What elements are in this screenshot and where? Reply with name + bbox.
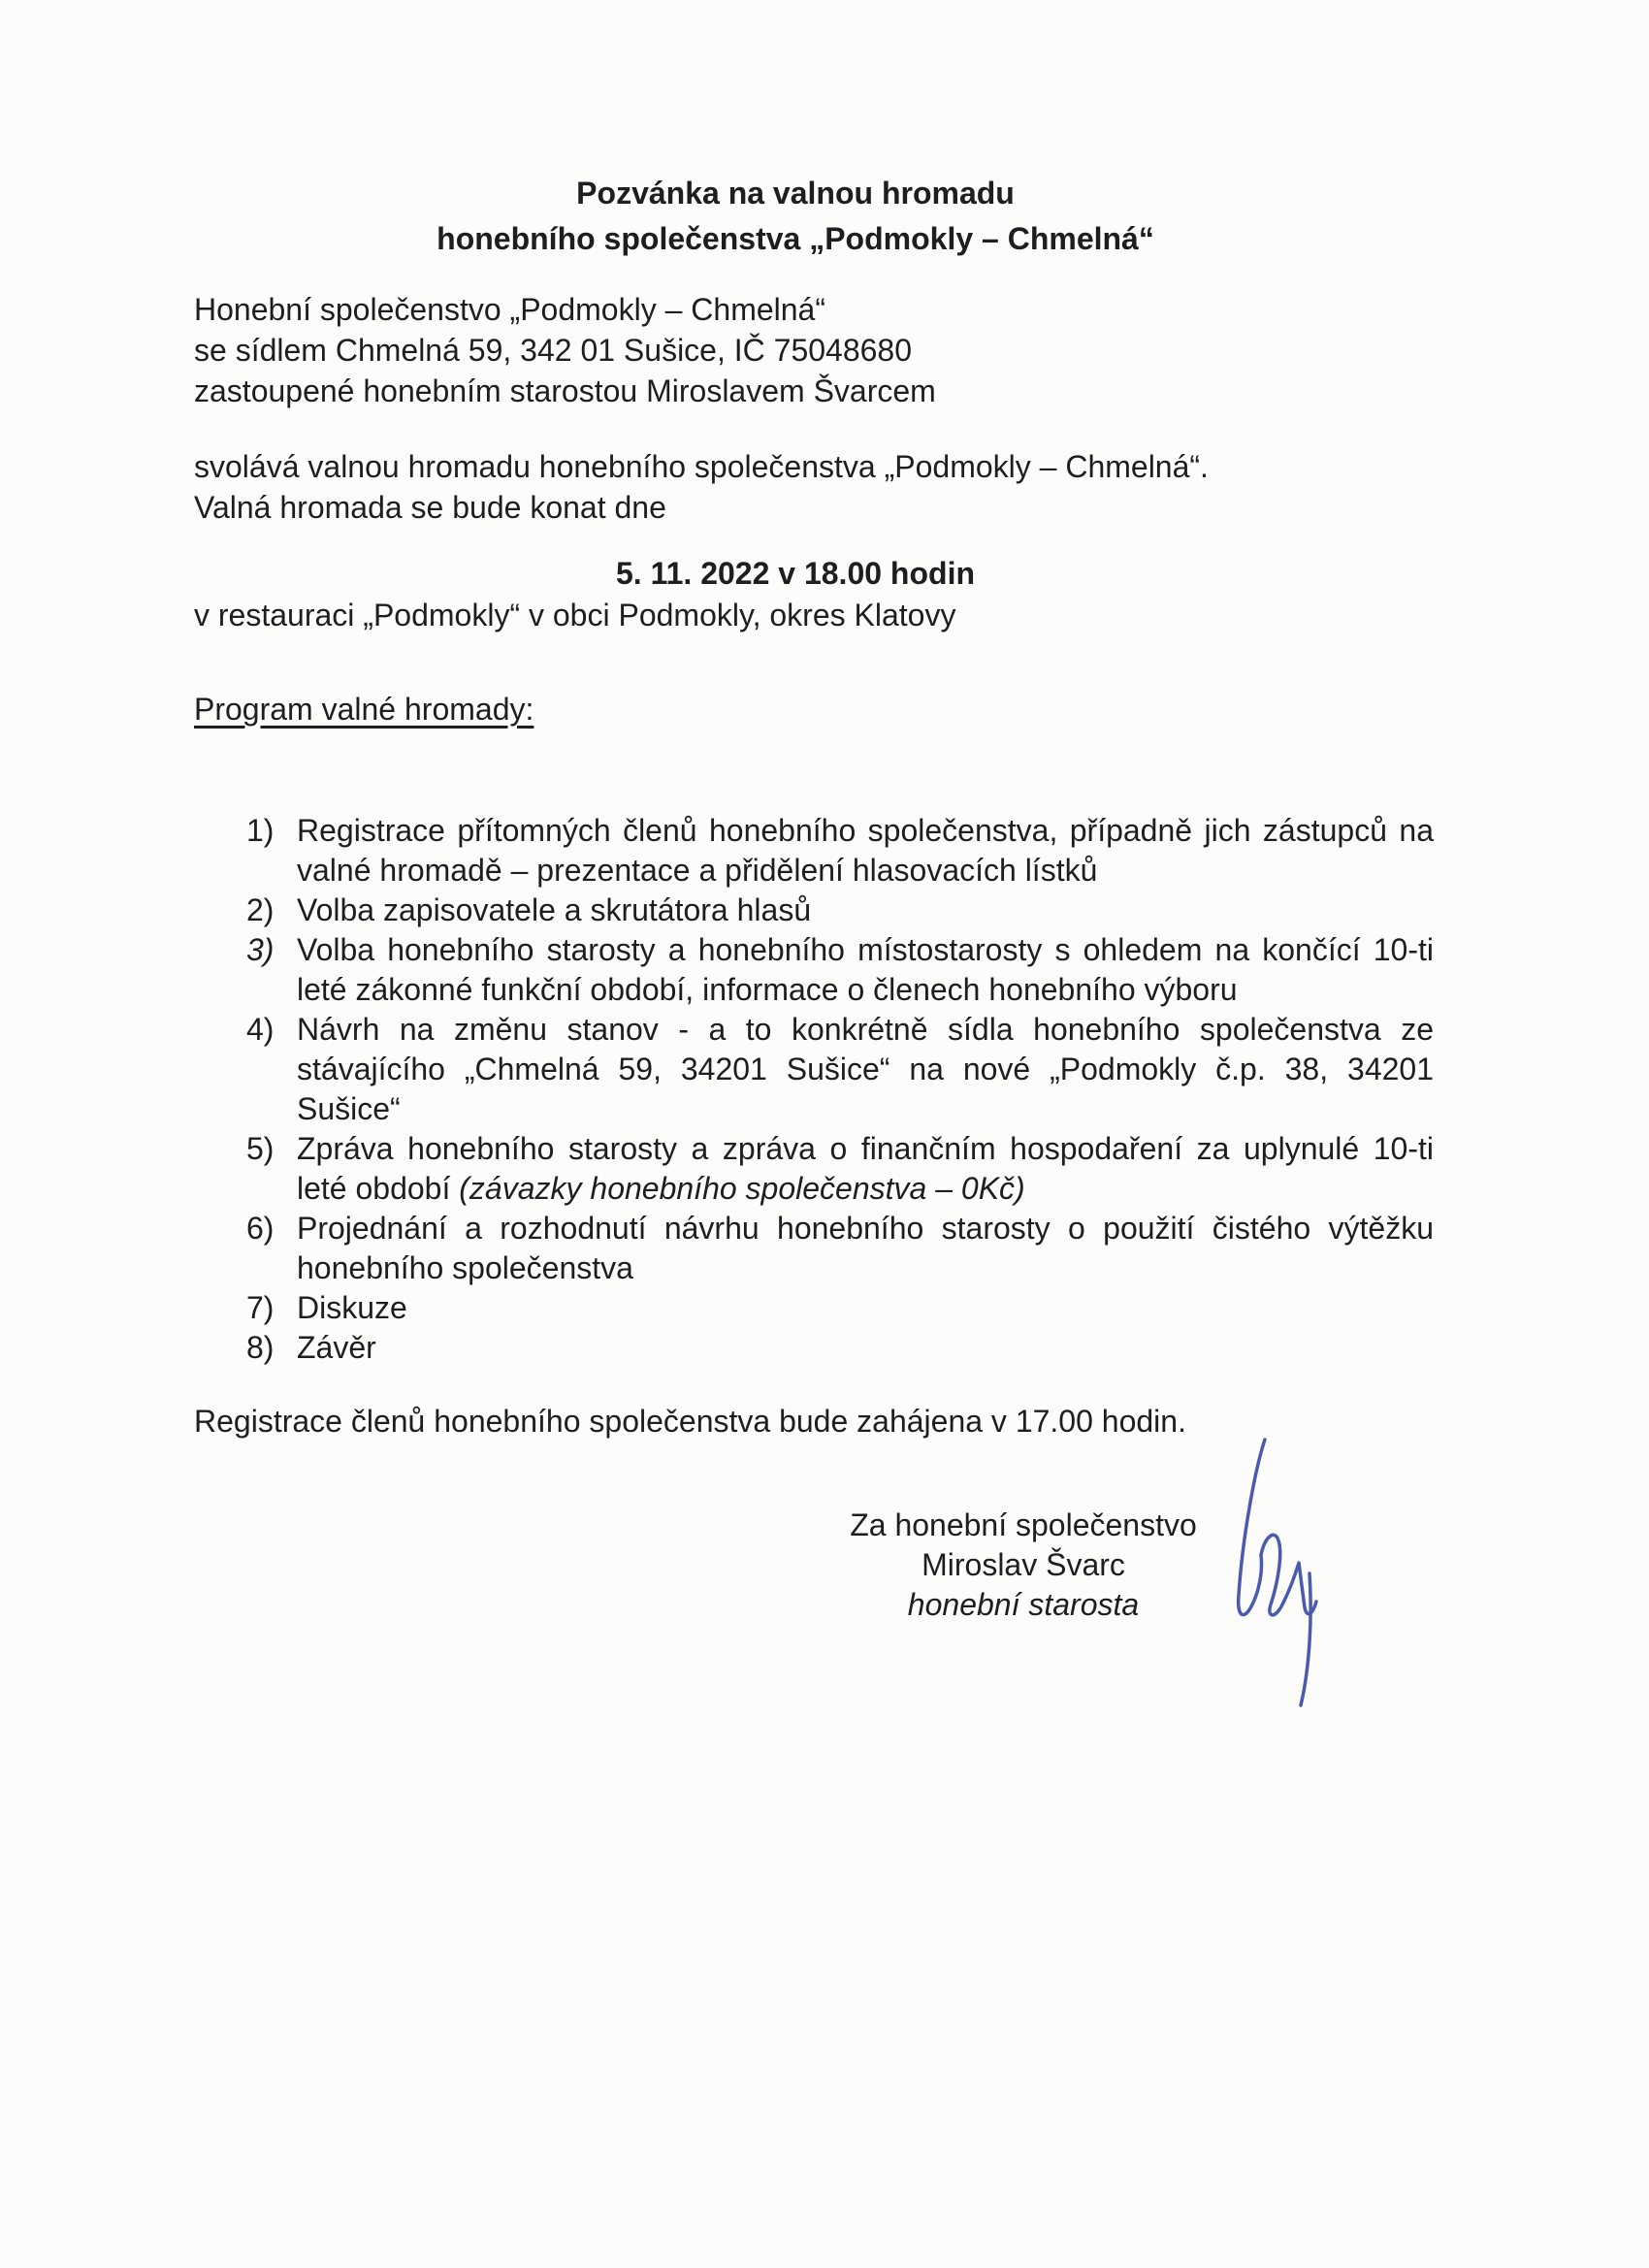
signatory-name: Miroslav Švarc xyxy=(922,1547,1125,1582)
program-item-number: 2) xyxy=(246,892,275,927)
program-item-number: 4) xyxy=(246,1012,275,1047)
program-item-number: 8) xyxy=(246,1330,275,1365)
meeting-datetime: 5. 11. 2022 v 18.00 hodin xyxy=(616,556,975,591)
program-item-text: Volba honebního starosty a honebního místostarosty s ohledem na končící 10-ti leté zákonné funkční období, informace o členech honebního výboru xyxy=(297,932,1434,1007)
handwritten-signature xyxy=(1209,1428,1344,1709)
program-item-text: Projednání a rozhodnutí návrhu honebního starosty o použití čistého výtěžku honebního společenstva xyxy=(297,1211,1434,1285)
program-item xyxy=(246,1010,1435,1129)
sender-address: se sídlem Chmelná 59, 342 01 Sušice, IČ 75048680 xyxy=(194,333,913,368)
program-item-text: Volba zapisovatele a skrutátora hlasů xyxy=(297,892,812,927)
sender-representative: zastoupené honebním starostou Miroslavem Švarcem xyxy=(194,373,936,408)
program-item xyxy=(246,930,1435,1010)
convening-block xyxy=(194,446,1209,528)
program-item-text: Závěr xyxy=(297,1330,376,1365)
program-item-text: Návrh na změnu stanov - a to konkrétně sídla honebního společenstva ze stávajícího „Chmelná 59, 34201 Sušice“ na nové „Podmokly č.p. 38, 34201 Sušice“ xyxy=(297,1012,1434,1126)
sender-block xyxy=(194,289,936,411)
program-item xyxy=(246,891,1435,930)
signature-ink xyxy=(1239,1440,1316,1705)
program-item-text: Registrace přítomných členů honebního společenstva, případně jich zástupců na valné hromadě – prezentace a přidělení hlasovacích lístků xyxy=(297,813,1434,888)
program-heading: Program valné hromady: xyxy=(194,692,534,727)
program-item xyxy=(246,1328,1435,1368)
program-item xyxy=(246,811,1435,891)
convening-line1: svolává valnou hromadu honebního společenstva „Podmokly – Chmelná“. xyxy=(194,449,1209,484)
document-title xyxy=(165,171,1426,262)
program-item-number: 3) xyxy=(246,932,275,967)
signature-block xyxy=(829,1506,1217,1625)
program-item xyxy=(246,1209,1435,1288)
program-item-number: 5) xyxy=(246,1131,275,1166)
program-item-text: Zpráva honebního starosty a zpráva o finančním hospodaření za uplynulé 10-ti leté období (závazky honebního společenstva – 0Kč) xyxy=(297,1131,1434,1206)
program-list xyxy=(246,811,1435,1368)
document-title-line1: Pozvánka na valnou hromadu xyxy=(576,176,1015,211)
meeting-venue: v restauraci „Podmokly“ v obci Podmokly, okres Klatovy xyxy=(194,598,956,632)
document-title-line2: honebního společenstva „Podmokly – Chmelná“ xyxy=(436,221,1154,256)
sender-name: Honební společenstvo „Podmokly – Chmelná“ xyxy=(194,292,825,327)
convening-line2: Valná hromada se bude konat dne xyxy=(194,490,666,525)
program-item-number: 6) xyxy=(246,1211,275,1246)
program-item-number: 1) xyxy=(246,813,275,848)
program-item-text: Diskuze xyxy=(297,1290,407,1325)
program-item xyxy=(246,1129,1435,1209)
signature-on-behalf: Za honební společenstvo xyxy=(850,1507,1197,1542)
registration-note: Registrace členů honebního společenstva bude zahájena v 17.00 hodin. xyxy=(194,1404,1186,1439)
signatory-role: honební starosta xyxy=(907,1587,1140,1622)
program-item-number: 7) xyxy=(246,1290,275,1325)
program-item xyxy=(246,1288,1435,1328)
